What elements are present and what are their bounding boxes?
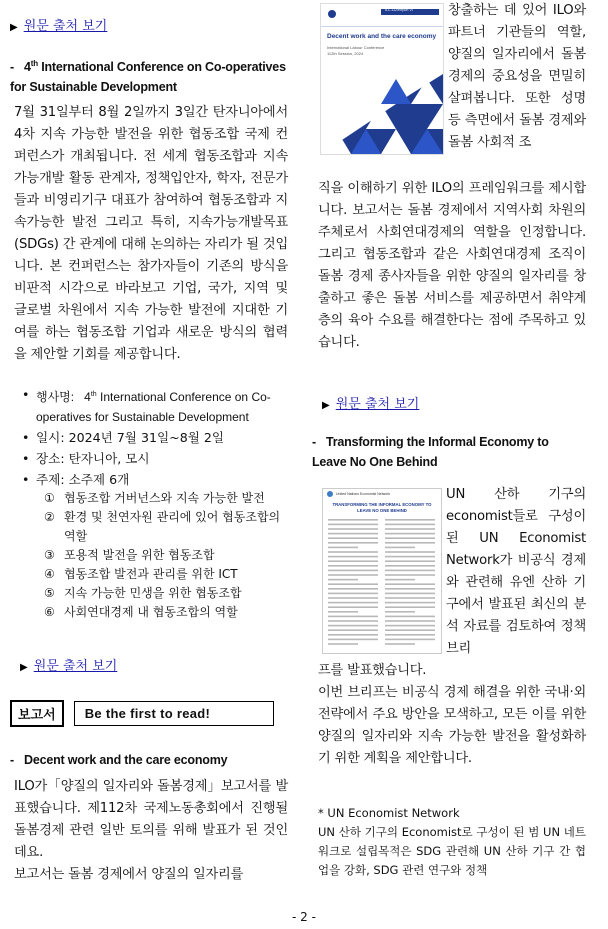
source-link-2[interactable]: ▶ 원문 출처 보기	[20, 659, 118, 674]
conference-paragraph: 7월 31일부터 8월 2일까지 3일간 탄자니아에서 4차 지속 가능한 발전을 위한 협동조합 국제 컨퍼런스가 개최됩니다. 전 세계 협동조합과 지속가능개발 활동 관계자, 정책입안자, 학자, 전문가들과 비영리기구 대표가 참여하여 협동조합과 지속가능한 발전 그리고 특히, 지속가능개발목표(SDGs) 간 관계에 대해 논의하는 자리가 될 것입니다. 본 컨퍼런스는 참가자들이 기존의 방식을 비판적 시각으로 바라보고 기업, 국가, 지역 및 글로벌 차원에서 지속 가능한 발전에 지대한 기여를 하는 협동조합 기업과 새로운 방식의 협력을 제안할 기회를 제공합니다.	[14, 105, 288, 362]
triangle-right-icon: ▶	[20, 662, 28, 673]
report-cover-thumbnail[interactable]	[320, 3, 444, 155]
brief-cover-thumbnail[interactable]	[322, 488, 442, 654]
subtopic-item	[44, 546, 288, 565]
subtopic-item	[44, 603, 288, 622]
triangle-right-icon: ▶	[322, 400, 330, 411]
subtopic-item	[44, 584, 288, 603]
source-link-3[interactable]: ▶ 원문 출처 보기	[322, 397, 420, 412]
subtopic-number: ③	[44, 548, 55, 562]
footnote-title: * UN Economist Network	[318, 806, 460, 820]
cover-session: 112th Session, 2024	[327, 51, 364, 56]
care-economy-continued-wrap: 창출하는 데 있어 ILO와 파트너 기관들의 역할, 양질의 일자리에서 돌봄 경제의 중요성을 면밀히 살펴봅니다. 또한 성명 등 측면에서 돌봄 경제와 돌봄 사회적 조	[448, 3, 586, 150]
subtopic-text: 협동조합 거버넌스와 지속 가능한 발전	[64, 491, 265, 505]
subtopic-number: ⑤	[44, 586, 55, 600]
event-date-item: • 일시: 2024년 7월 31일~8월 2일	[10, 427, 288, 448]
subtopic-text: 환경 및 천연자원 관리에 있어 협동조합의 역할	[64, 510, 281, 543]
subtopic-item	[44, 489, 288, 508]
subtopics-list	[10, 489, 288, 622]
care-economy-continued: 직을 이해하기 위한 ILO의 프레임워크를 제시합니다. 보고서는 돌봄 경제에서 지역사회 차원의 주체로서 사회연대경제의 역할을 인정합니다. 그리고 협동조합과 같은 사회연대경제 조직이 돌봄 경제 종사자들을 위한 양질의 일자리를 창출하고 좋은 돌봄 서비스를 제공하면서 취약계층의 육아 수요를 해결한다는 점에 주목하고 있습니다.	[318, 181, 586, 350]
cover-tag: ILC.112/Report VI	[385, 8, 413, 12]
heading-conference: - 4th International Conference on Co-operatives for Sustainable Development	[10, 59, 286, 95]
brief-org: United Nations Economist Network	[336, 491, 391, 496]
care-economy-para: 보고서는 돌봄 경제에서 양질의 일자리를	[14, 867, 244, 882]
brief-title: TRANSFORMING THE INFORMAL ECONOMY TO LEAVE NO ONE BEHIND	[332, 502, 432, 513]
informal-economy-wrap: UN 산하 기구의 economist들로 구성이 된 UN Economist Network가 비공식 경제와 관련해 유엔 산하 기구에서 발표된 최신의 분석 자료를 검토하여 정책 브리	[446, 487, 586, 656]
source-link-1[interactable]: ▶ 원문 출처 보기	[10, 19, 108, 34]
subtopic-number: ⑥	[44, 605, 55, 619]
event-place-item: • 장소: 탄자니아, 모시	[10, 448, 288, 469]
report-cover-graphic	[321, 4, 443, 154]
brief-header	[323, 489, 441, 498]
heading-care-economy: - Decent work and the care economy	[10, 753, 228, 767]
triangle-right-icon: ▶	[10, 22, 18, 33]
cover-title: Decent work and the care economy	[327, 33, 437, 40]
subtopic-item	[44, 508, 288, 546]
subtopic-item	[44, 565, 288, 584]
subtopic-number: ②	[44, 510, 55, 524]
subtopic-number: ①	[44, 491, 55, 505]
subtopic-text: 협동조합 발전과 관리를 위한 ICT	[64, 567, 238, 581]
informal-economy-continued: 프를 발표했습니다.	[318, 663, 427, 678]
subtopic-text: 지속 가능한 민생을 위한 협동조합	[64, 586, 242, 600]
cover-subtitle: International Labour Conference	[327, 45, 385, 50]
subtopic-number: ④	[44, 567, 55, 581]
ilo-logo-icon	[328, 10, 336, 18]
brief-text-lines	[323, 517, 441, 654]
event-name-item: • 행사명: 4th International Conference on Co-operatives for Sustainable Development	[10, 385, 288, 427]
report-banner	[10, 700, 274, 727]
informal-economy-para: 이번 브리프는 비공식 경제 해결을 위한 국내·외 전략에서 주요 방안을 모색하고, 모든 이를 위한 양질의 일자리와 지속 가능한 발전을 활성화하기 위한 계획을 제안합니다.	[318, 685, 586, 766]
report-label: 보고서	[10, 700, 64, 727]
footnote-body: UN 산하 기구의 Economist로 구성이 된 범 UN 네트워크로 설립목적은 SDG 관련해 UN 산하 기구 간 협업을 강화, SDG 관련 연구와 정책	[318, 825, 586, 877]
un-logo-icon	[327, 491, 333, 497]
event-topic-item: • 주제: 소주제 6개	[10, 469, 288, 490]
subtopic-text: 포용적 발전을 위한 협동조합	[64, 548, 215, 562]
page-number: - 2 -	[292, 910, 316, 924]
report-tagline: Be the first to read!	[74, 701, 274, 726]
heading-informal-economy: - Transforming the Informal Economy to Leave No One Behind	[312, 435, 549, 469]
event-details-list	[10, 385, 288, 490]
subtopic-text: 사회연대경제 내 협동조합의 역할	[64, 605, 238, 619]
care-economy-intro: ILO가「양질의 일자리와 돌봄경제」보고서를 발표했습니다. 제112차 국제노동총회에서 진행될 돌봄경제 관련 일반 토의를 위해 발표가 된 것인데요.	[14, 779, 288, 860]
